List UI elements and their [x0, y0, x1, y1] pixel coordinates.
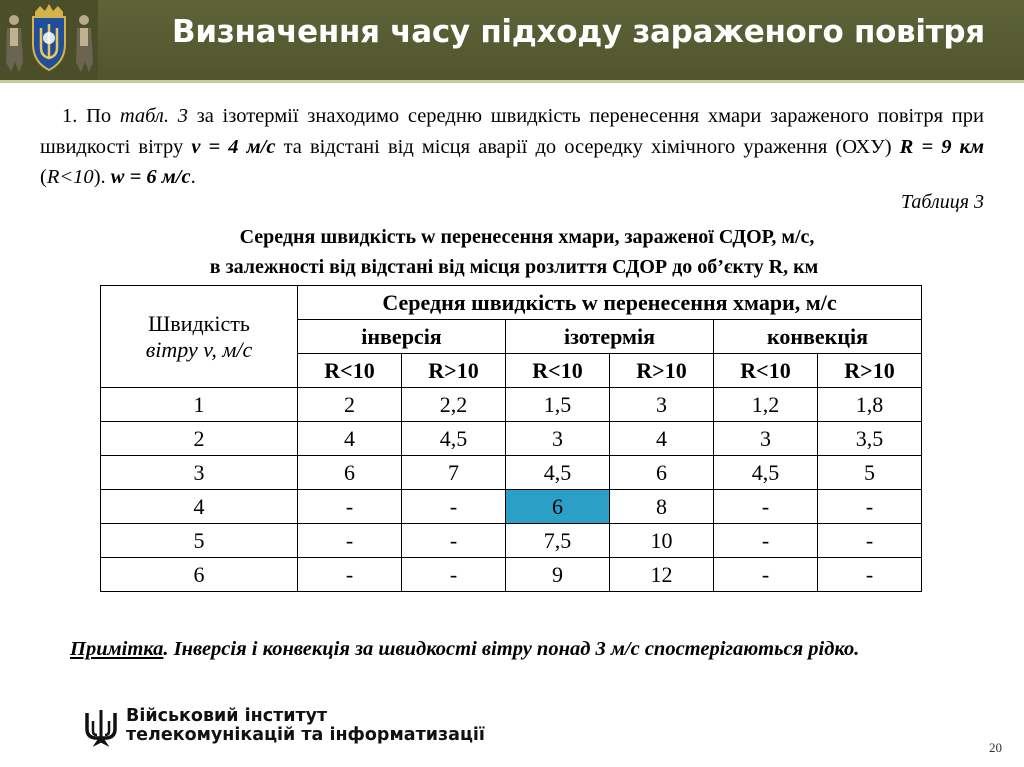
institute-name-line-1: Військовий інститут	[126, 706, 328, 726]
table-row	[101, 456, 922, 490]
table-row	[101, 558, 922, 592]
institute-name-line-2: телекомунікацій та інформатизації	[126, 725, 485, 745]
note-text: . Інверсія і конвекція за швидкості вітру понад 3 м/с спостерігаються рідко.	[163, 638, 860, 660]
range-header: R>10	[818, 354, 922, 388]
subgroup-isotherm: ізотермія	[506, 320, 714, 354]
table-cell: 3	[610, 388, 714, 422]
table-cell: 10	[610, 524, 714, 558]
table-cell: 1,8	[818, 388, 922, 422]
table-cell: -	[818, 524, 922, 558]
table-cell: 6	[610, 456, 714, 490]
table-cell: -	[818, 558, 922, 592]
table-title-line-1: Середня швидкість w перенесення хмари, зараженої СДОР, м/с,	[239, 226, 815, 248]
paragraph-text-2: та відстані від місця аварії до осередку хімічного ураження (ОХУ)	[275, 135, 900, 158]
table-header-group: Середня швидкість w перенесення хмари, м/с	[298, 286, 922, 320]
table-cell: -	[402, 524, 506, 558]
range-header: R>10	[402, 354, 506, 388]
table-cell: 4,5	[506, 456, 610, 490]
table-cell: 5	[818, 456, 922, 490]
table-cell: 12	[610, 558, 714, 592]
range-header: R>10	[610, 354, 714, 388]
table-cell: 5	[101, 524, 298, 558]
table-row	[101, 490, 922, 524]
table-cell: -	[298, 524, 402, 558]
table-cell: 3,5	[818, 422, 922, 456]
table-cell: 6	[101, 558, 298, 592]
note-label: Примітка	[70, 638, 164, 660]
paragraph-text-4: ).	[93, 166, 111, 188]
table-cell: 6	[298, 456, 402, 490]
table-cell: 3	[101, 456, 298, 490]
wind-speed-expr: v = 4 м/с	[191, 135, 276, 158]
note-paragraph	[70, 634, 984, 665]
table-cell: 1,2	[714, 388, 818, 422]
table-header-wind-speed	[101, 286, 298, 388]
table-cell: 2	[298, 388, 402, 422]
table-cell: 4	[101, 490, 298, 524]
table-cell: 1,5	[506, 388, 610, 422]
table-cell: 7,5	[506, 524, 610, 558]
table-cell: -	[714, 524, 818, 558]
subgroup-inversion: інверсія	[298, 320, 506, 354]
table-cell: -	[714, 490, 818, 524]
table-title-line-2: в залежності від відстані від місця розлиття СДОР до об’єкту R, км	[209, 256, 819, 278]
table-cell: -	[714, 558, 818, 592]
table-cell: 2,2	[402, 388, 506, 422]
table-row	[101, 422, 922, 456]
table-cell: -	[298, 490, 402, 524]
table-title	[0, 222, 1024, 282]
paragraph-prefix: 1. По	[62, 105, 120, 127]
table-cell: 3	[714, 422, 818, 456]
paragraph-text-1: за ізотермії знаходимо середню швидкість перенесення хмари зараженого повітря при швидкості вітру	[40, 105, 985, 158]
table-cell: -	[402, 558, 506, 592]
table-row	[101, 388, 922, 422]
institute-name	[126, 707, 485, 745]
table-cell: -	[298, 558, 402, 592]
intro-paragraph	[40, 101, 984, 193]
subgroup-convection: конвекція	[714, 320, 922, 354]
table-cell: 4,5	[714, 456, 818, 490]
table-cell: 9	[506, 558, 610, 592]
table-caption: Таблиця 3	[901, 191, 984, 213]
table-cell: 8	[610, 490, 714, 524]
table-row	[101, 524, 922, 558]
speed-table	[100, 285, 922, 592]
highlighted-cell: 6	[506, 490, 610, 524]
table-cell: 1	[101, 388, 298, 422]
table-cell: 4	[610, 422, 714, 456]
distance-expr: R = 9 км	[899, 135, 984, 158]
header-divider	[0, 80, 1024, 83]
wind-speed-header-line-1: Швидкість	[148, 310, 250, 336]
table-reference: табл. 3	[119, 105, 188, 127]
table-cell: -	[402, 490, 506, 524]
table-cell: 4	[298, 422, 402, 456]
trident-icon	[81, 707, 121, 747]
distance-condition: R<10	[46, 166, 94, 188]
range-header: R<10	[714, 354, 818, 388]
paragraph-text-3: (	[40, 166, 47, 188]
range-header: R<10	[298, 354, 402, 388]
page-number: 20	[989, 740, 1002, 755]
wind-speed-header-line-2: вітру v, м/с	[145, 336, 253, 362]
table-cell: 4,5	[402, 422, 506, 456]
table-cell: 3	[506, 422, 610, 456]
page-title: Визначення часу підходу зараженого повітря	[172, 14, 985, 50]
military-emblem-icon	[0, 0, 98, 80]
table-cell: -	[818, 490, 922, 524]
paragraph-text-5: .	[190, 166, 196, 188]
transfer-speed-expr: w = 6 м/с	[110, 166, 191, 188]
header-bar	[0, 0, 1024, 80]
table-cell: 2	[101, 422, 298, 456]
range-header: R<10	[506, 354, 610, 388]
table-cell: 7	[402, 456, 506, 490]
